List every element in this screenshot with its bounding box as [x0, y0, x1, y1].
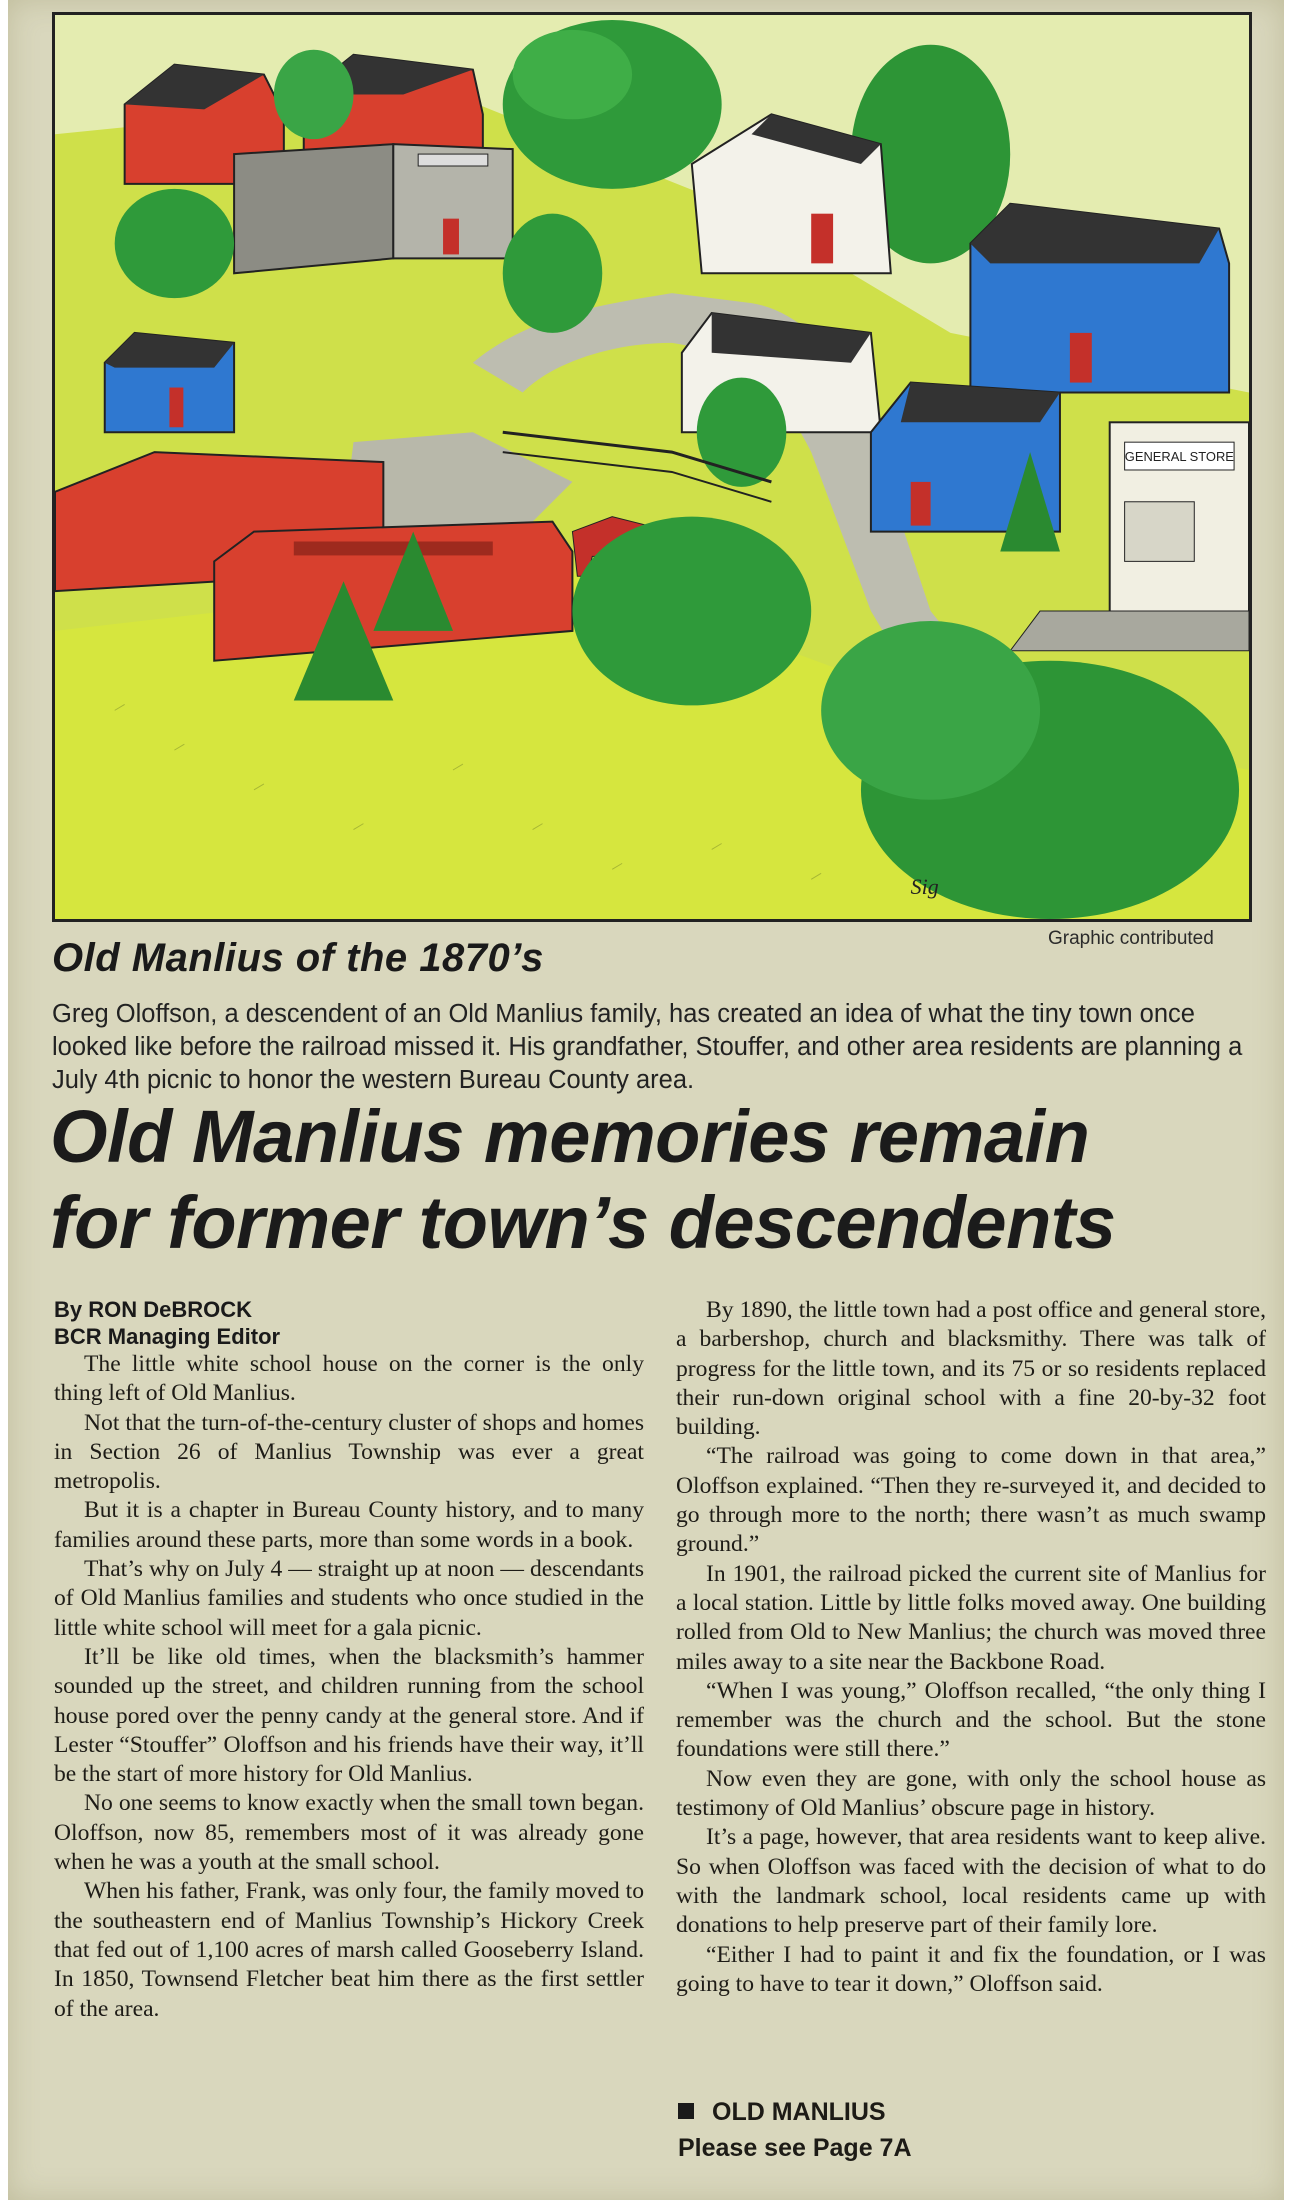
paragraph: That’s why on July 4 — straight up at noon — descendants of Old Manlius families and students who once studied in the little white school will meet for a gala picnic. — [54, 1556, 644, 1641]
paragraph: By 1890, the little town had a post office and general store, a barbershop, church and blacksmithy. There was talk of progress for the little town, and its 75 or so residents replaced their run-down original school with a fine 20-by-32 foot building. — [676, 1297, 1266, 1441]
square-bullet-icon — [678, 2103, 694, 2119]
paragraph: “When I was young,” Oloffson recalled, “the only thing I remember was the church and the school. But the stone foundations were still there.” — [676, 1677, 1266, 1763]
blue-house-right — [970, 204, 1229, 393]
town-drawing — [55, 15, 1249, 919]
blacksmith-shop — [234, 144, 513, 273]
paragraph: When his father, Frank, was only four, the family moved to the southeastern end of Manlius Township’s Hickory Creek that fed out of 1,100 acres of marsh called Gooseberry Island. In 1850, Townsend Fletcher beat him there as the first settler of the area. — [54, 1878, 644, 2022]
headline-line-2: for former town’s descendents — [50, 1181, 1116, 1264]
graphic-credit: Graphic contributed — [1048, 928, 1214, 949]
svg-text:GENERAL STORE: GENERAL STORE — [1124, 449, 1234, 465]
headline — [50, 1094, 1270, 1266]
byline-title: BCR Managing Editor — [54, 1324, 281, 1349]
article-column-1 — [54, 1296, 644, 2024]
paragraph: The little white school house on the corner is the only thing left of Old Manlius. — [54, 1351, 644, 1407]
jump-page: Please see Page 7A — [678, 2134, 912, 2162]
town-illustration — [52, 12, 1252, 922]
paragraph: Now even they are gone, with only the school house as testimony of Old Manlius’ obscure page in history. — [676, 1765, 1266, 1822]
paragraph: “The railroad was going to come down in that area,” Oloffson explained. “Then they re-surveyed it, and decided to go through more to the north; there wasn’t as much swamp ground.” — [676, 1443, 1266, 1558]
paragraph: Not that the turn-of-the-century cluster of shops and homes in Section 26 of Manlius Township was ever a great metropolis. — [54, 1409, 644, 1495]
paragraph: In 1901, the railroad picked the current site of Manlius for a local station. Little by little folks moved away. One building rolled from Old to New Manlius; the church was moved three miles away to a site near the Backbone Road. — [676, 1560, 1266, 1675]
newspaper-clipping — [8, 0, 1284, 2200]
caption-text: Greg Oloffson, a descendent of an Old Manlius family, has created an idea of what the tiny town once looked like before the railroad missed it. His grandfather, Stouffer, and other area residents are planning a July 4th picnic to honor the western Bureau County area. — [52, 1000, 1243, 1094]
byline-author: By RON DeBROCK — [54, 1297, 253, 1322]
caption-title: Old Manlius of the 1870’s — [52, 936, 544, 980]
headline-line-1: Old Manlius memories remain — [50, 1095, 1090, 1178]
paragraph: “Either I had to paint it and fix the foundation, or I was going to have to tear it down,” Oloffson said. — [676, 1941, 1266, 1997]
svg-text:Sig: Sig — [910, 875, 939, 900]
blue-house-left — [105, 333, 234, 432]
paragraph: But it is a chapter in Bureau County history, and to many families around these parts, more than some words in a book. — [54, 1497, 644, 1553]
continuation-notice — [678, 2094, 912, 2166]
paragraph: It’s a page, however, that area residents want to keep alive. So when Oloffson was faced with the decision of what to do with the landmark school, local residents came up with donations to help preserve part of their family lore. — [676, 1824, 1266, 1939]
article-column-2 — [676, 1296, 1266, 1999]
paragraph: It’ll be like old times, when the blacksmith’s hammer sounded up the street, and children running from the school house pored over the penny candy at the general store. And if Lester “Stouffer” Oloffson and his friends have their way, it’ll be the start of more history for Old Manlius. — [54, 1643, 644, 1788]
paragraph: No one seems to know exactly when the small town began. Oloffson, now 85, remembers most of it was already gone when he was a youth at the small school. — [54, 1790, 644, 1876]
jump-label: OLD MANLIUS — [712, 2098, 886, 2126]
